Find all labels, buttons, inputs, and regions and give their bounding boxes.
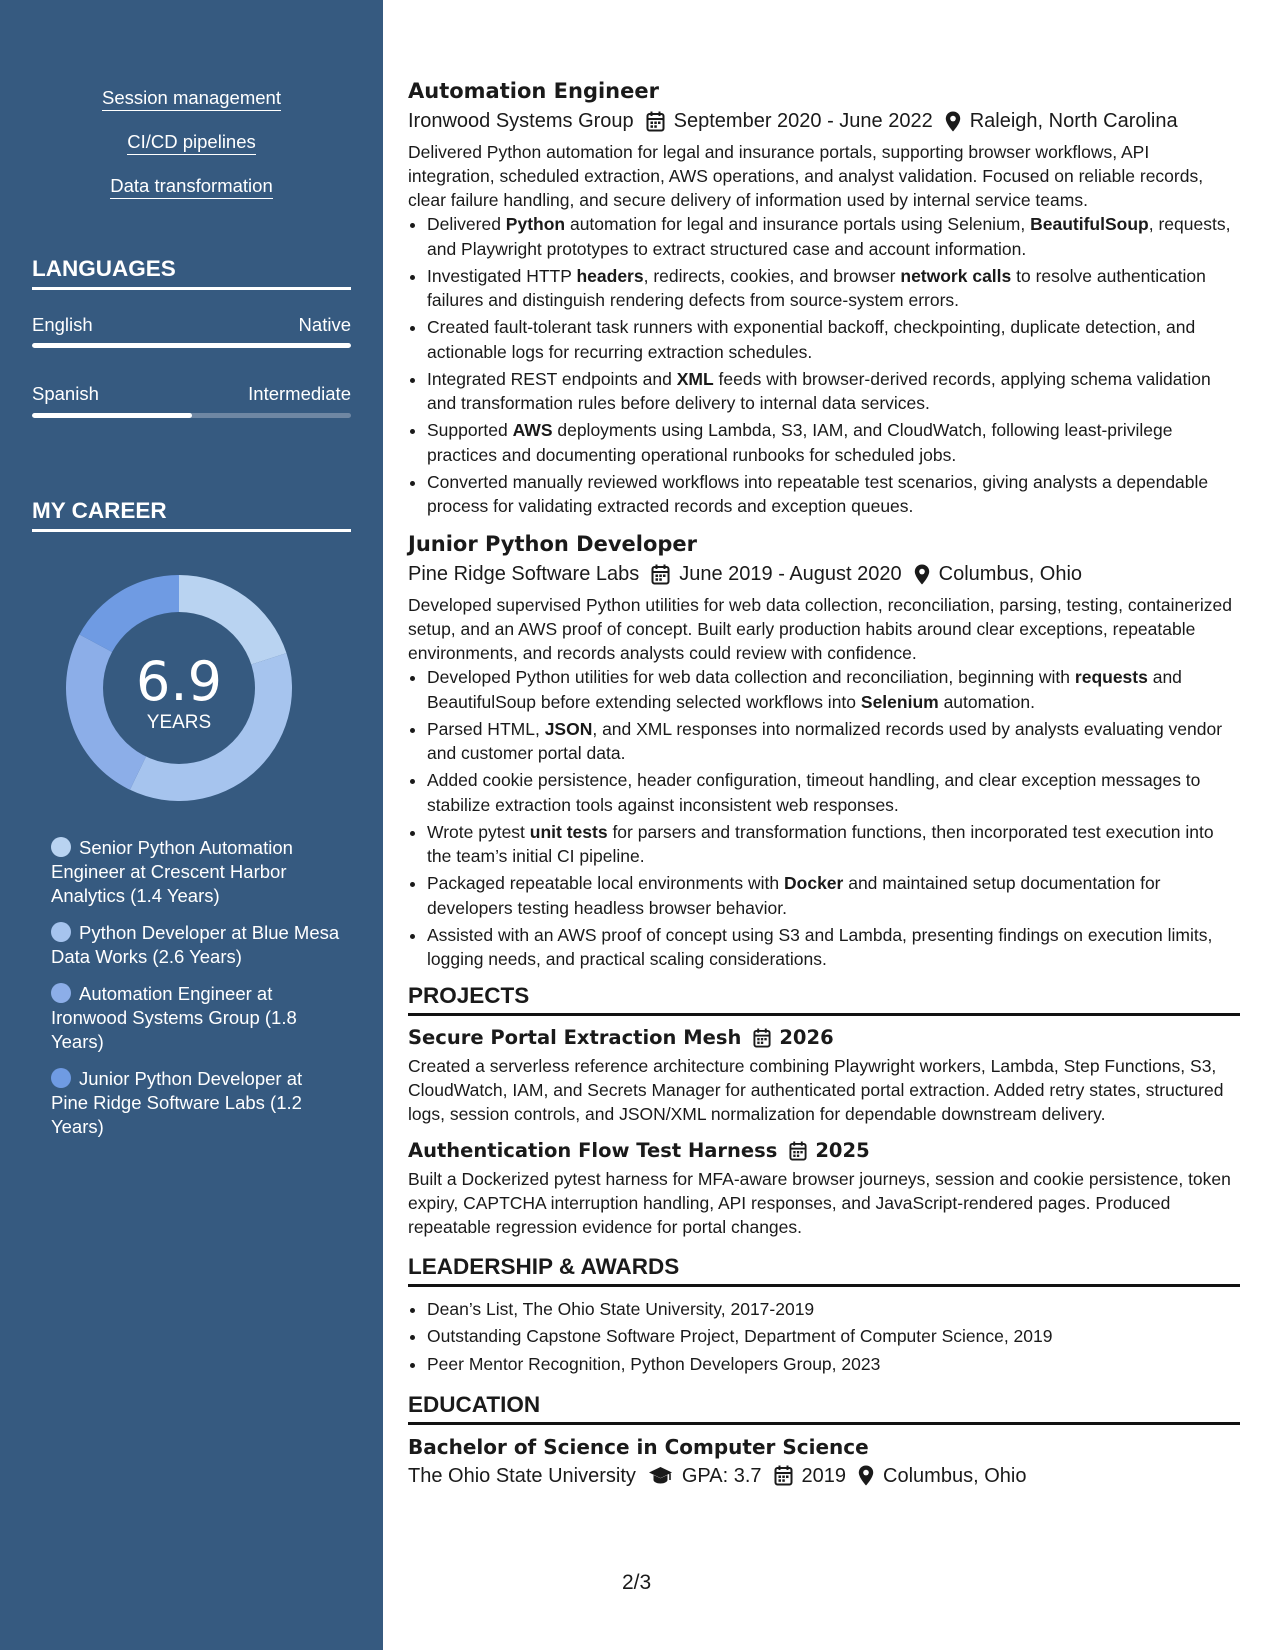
project-year: 2025 [815, 1138, 870, 1162]
languages-heading: LANGUAGES [32, 255, 351, 290]
bullet-item: • Supported AWS deployments using Lambda, S3, IAM, and CloudWatch, following least-privilege practices and documenting operational runbooks for scheduled jobs. [427, 418, 1240, 467]
job-dates: June 2019 - August 2020 [679, 563, 902, 585]
language-level: Intermediate [248, 383, 351, 404]
language-row [32, 314, 351, 336]
bullet-item: • Converted manually reviewed workflows into repeatable test scenarios, giving analysts a dependable process for validating extracted records and exception queues. [427, 470, 1240, 519]
bullet-item: • Packaged repeatable local environments with Docker and maintained setup documentation for developers testing headless browser behavior. [427, 871, 1240, 920]
skills-list [0, 86, 383, 218]
job-company: Ironwood Systems Group [408, 110, 634, 132]
career-donut-chart [66, 575, 292, 801]
education-heading: EDUCATION [408, 1391, 1240, 1425]
project-description: Created a serverless reference architecture combining Playwright workers, Lambda, Step Functions, S3, CloudWatch, IAM, and Secrets Manager for authenticated portal extraction. Added retry states, structured logs, session controls, and JSON/XML normalization for dependable downstream delivery. [408, 1055, 1224, 1124]
language-proficiency-fill [32, 413, 192, 418]
leadership-heading: LEADERSHIP & AWARDS [408, 1253, 1240, 1287]
career-legend [51, 836, 341, 1152]
job-bullets [408, 665, 1240, 972]
skill-tag: Data transformation [110, 174, 272, 199]
career-legend-text: Junior Python Developer at Pine Ridge Software Labs (1.2 Years) [51, 1068, 303, 1137]
language-proficiency-fill [32, 343, 351, 348]
main-content [408, 76, 1240, 1491]
job-entry [408, 76, 1240, 519]
project-entry [408, 1024, 1240, 1126]
bullet-item: • Parsed HTML, JSON, and XML responses into normalized records used by analysts evaluating vendor and customer portal data. [427, 717, 1240, 766]
job-entry [408, 529, 1240, 972]
education-school: The Ohio State University [408, 1464, 636, 1487]
project-description: Built a Dockerized pytest harness for MFA-aware browser journeys, session and cookie persistence, token expiry, CAPTCHA interruption handling, API responses, and JavaScript-rendered pages. Produced repeatable regression evidence for portal changes. [408, 1168, 1231, 1237]
job-dates: September 2020 - June 2022 [673, 110, 933, 132]
education-location: Columbus, Ohio [883, 1464, 1027, 1487]
award-item: • Peer Mentor Recognition, Python Developers Group, 2023 [427, 1352, 1240, 1377]
sidebar [0, 0, 383, 1650]
calendar-icon [651, 564, 670, 585]
job-location: Raleigh, North Carolina [969, 110, 1178, 132]
leadership-list [408, 1297, 1240, 1377]
project-year: 2026 [779, 1025, 834, 1049]
award-item: • Dean’s List, The Ohio State University, 2017-2019 [427, 1297, 1240, 1322]
education-meta [408, 1461, 1240, 1491]
education-degree: Bachelor of Science in Computer Science [408, 1434, 869, 1459]
calendar-icon [789, 1141, 807, 1161]
skill-tag: CI/CD pipelines [127, 130, 256, 155]
career-legend-item [51, 982, 341, 1054]
job-title: Junior Python Developer [408, 532, 698, 556]
career-legend-text: Python Developer at Blue Mesa Data Works (2.6 Years) [51, 922, 340, 967]
bullet-item: • Created fault-tolerant task runners with exponential backoff, checkpointing, duplicate detection, and actionable logs for recurring extraction schedules. [427, 315, 1240, 364]
bullet-item: • Delivered Python automation for legal and insurance portals using Selenium, BeautifulSoup, requests, and Playwright prototypes to extract structured case and account information. [427, 212, 1240, 261]
location-pin-icon [945, 111, 961, 132]
career-legend-item [51, 1067, 341, 1139]
legend-dot-icon [51, 922, 71, 942]
location-pin-icon [914, 564, 930, 585]
language-name: Spanish [32, 383, 99, 404]
bullet-item: • Assisted with an AWS proof of concept using S3 and Lambda, presenting findings on execution limits, logging needs, and practical scaling considerations. [427, 923, 1240, 972]
language-level: Native [298, 314, 351, 335]
bullet-item: • Integrated REST endpoints and XML feeds with browser-derived records, applying schema validation and transformation rules before delivery to internal data services. [427, 367, 1240, 416]
education-gpa: GPA: 3.7 [681, 1464, 762, 1487]
job-title: Automation Engineer [408, 79, 659, 103]
project-title-row [408, 1024, 1240, 1052]
career-legend-text: Automation Engineer at Ironwood Systems Group (1.8 Years) [51, 983, 297, 1052]
projects-heading: PROJECTS [408, 982, 1240, 1016]
project-title-row [408, 1137, 1240, 1165]
language-proficiency-bar [32, 343, 351, 348]
calendar-icon [646, 111, 665, 132]
skill-tag: Session management [102, 86, 281, 111]
page-number: 2/3 [622, 1571, 652, 1594]
job-bullets [408, 212, 1240, 519]
career-legend-item [51, 836, 341, 908]
bullet-item: • Investigated HTTP headers, redirects, cookies, and browser network calls to resolve authentication failures and distinguish rendering defects from source-system errors. [427, 264, 1240, 313]
calendar-icon [774, 1465, 793, 1486]
job-location: Columbus, Ohio [938, 563, 1083, 585]
job-summary: Developed supervised Python utilities for web data collection, reconciliation, parsing, testing, containerized setup, and an AWS proof of concept. Built early production habits around clear exceptions, repeatable environments, and records analysts could review with confidence. [408, 595, 1232, 663]
career-unit: YEARS [146, 712, 212, 733]
legend-dot-icon [51, 1068, 71, 1088]
graduation-cap-icon [648, 1466, 673, 1485]
language-name: English [32, 314, 93, 335]
career-legend-item [51, 921, 341, 969]
project-title: Secure Portal Extraction Mesh [408, 1025, 742, 1049]
career-total: 6.9 [136, 650, 222, 713]
language-row [32, 383, 351, 405]
bullet-item: • Added cookie persistence, header configuration, timeout handling, and clear exception messages to stabilize extraction tools against inconsistent web responses. [427, 768, 1240, 817]
legend-dot-icon [51, 983, 71, 1003]
calendar-icon [753, 1028, 771, 1048]
location-pin-icon [858, 1465, 874, 1486]
language-proficiency-bar [32, 413, 351, 418]
job-company: Pine Ridge Software Labs [408, 563, 640, 585]
job-meta [408, 106, 1240, 136]
award-item: • Outstanding Capstone Software Project, Department of Computer Science, 2019 [427, 1324, 1240, 1349]
legend-dot-icon [51, 837, 71, 857]
project-entry [408, 1137, 1240, 1239]
job-meta [408, 559, 1240, 589]
education-year: 2019 [801, 1464, 847, 1487]
career-legend-text: Senior Python Automation Engineer at Crescent Harbor Analytics (1.4 Years) [51, 837, 293, 906]
bullet-item: • Developed Python utilities for web data collection and reconciliation, beginning with requests and BeautifulSoup before extending selected workflows into Selenium automation. [427, 665, 1240, 714]
career-heading: MY CAREER [32, 497, 351, 532]
project-title: Authentication Flow Test Harness [408, 1138, 778, 1162]
bullet-item: • Wrote pytest unit tests for parsers and transformation functions, then incorporated test execution into the team’s initial CI pipeline. [427, 820, 1240, 869]
job-summary: Delivered Python automation for legal and insurance portals, supporting browser workflows, API integration, scheduled extraction, AWS operations, and analyst validation. Focused on reliable records, clear failure handling, and secure delivery of information used by internal service teams. [408, 142, 1204, 210]
